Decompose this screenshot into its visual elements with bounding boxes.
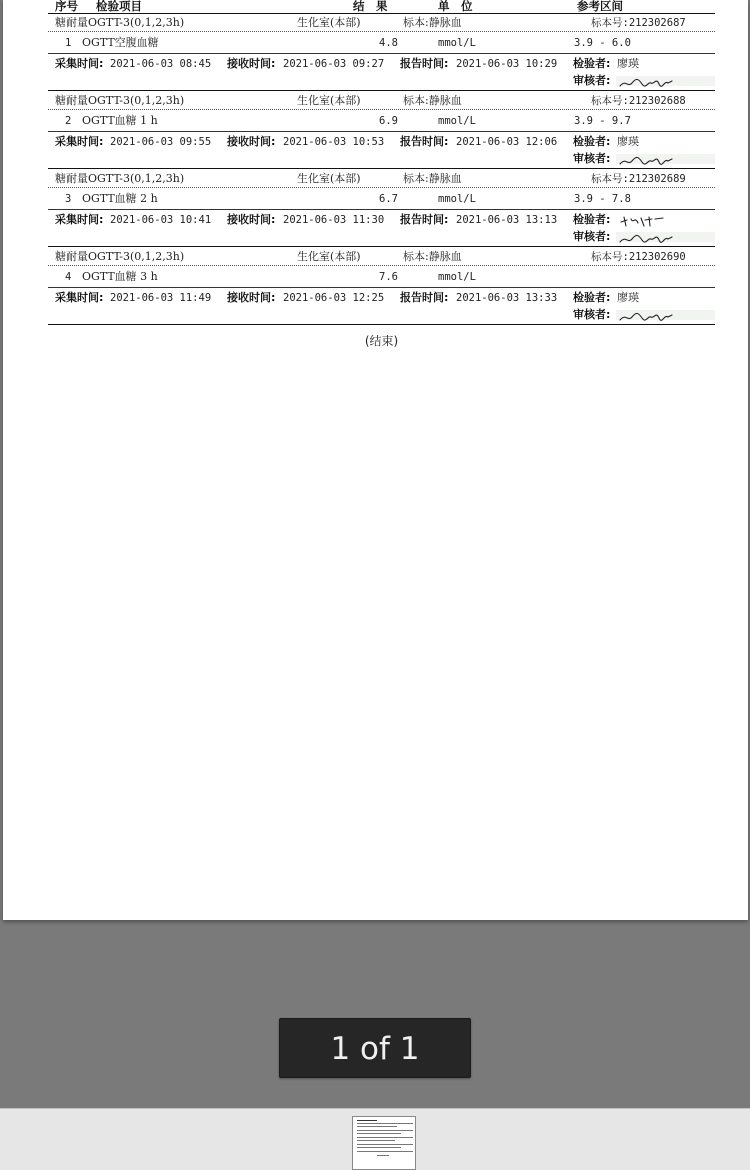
- test-name: 糖耐量OGTT-3(0,1,2,3h): [55, 172, 185, 185]
- department: 生化室(本部): [297, 94, 361, 107]
- specimen-type: 标本:静脉血: [403, 16, 462, 29]
- test-name: 糖耐量OGTT-3(0,1,2,3h): [55, 16, 185, 29]
- record-separator: [48, 90, 715, 91]
- row-unit: mmol/L: [438, 37, 476, 49]
- header-seq: 序号: [55, 0, 78, 13]
- end-marker: (结束): [364, 334, 399, 348]
- collect-time: 2021-06-03 09:55: [110, 136, 212, 148]
- header-ref: 参考区间: [577, 0, 623, 13]
- dotted-divider: [48, 109, 715, 110]
- reviewer-label: 审核者:: [573, 152, 611, 165]
- dotted-divider: [48, 265, 715, 266]
- row-seq: 2: [65, 115, 72, 127]
- row-unit: mmol/L: [438, 193, 476, 205]
- row-item-name: OGTT血糖 1 h: [82, 114, 158, 127]
- specimen-number: 标本号:212302689: [591, 173, 686, 185]
- record-separator: [48, 246, 715, 247]
- page-indicator: 1 of 1: [279, 1018, 471, 1078]
- report-time-label: 报告时间:: [400, 291, 449, 304]
- department: 生化室(本部): [297, 250, 361, 263]
- inspector-name: 廖瑛: [617, 57, 639, 70]
- row-result: 4.8: [379, 37, 398, 49]
- receive-time: 2021-06-03 09:27: [283, 58, 385, 70]
- collect-time-label: 采集时间:: [55, 135, 104, 148]
- reviewer-label: 审核者:: [573, 308, 611, 321]
- report-time: 2021-06-03 12:06: [456, 136, 558, 148]
- collect-time-label: 采集时间:: [55, 57, 104, 70]
- report-time-label: 报告时间:: [400, 57, 449, 70]
- test-name: 糖耐量OGTT-3(0,1,2,3h): [55, 94, 185, 107]
- row-ref-range: 3.9 - 6.0: [574, 37, 631, 49]
- row-ref-range: 3.9 - 7.8: [574, 193, 631, 205]
- row-divider: [48, 209, 715, 210]
- header-result: 结 果: [353, 0, 388, 13]
- row-unit: mmol/L: [438, 115, 476, 127]
- receive-time: 2021-06-03 11:30: [283, 214, 385, 226]
- specimen-number: 标本号:212302688: [591, 95, 686, 107]
- inspector-name: 廖瑛: [617, 135, 639, 148]
- inspector-label: 检验者:: [573, 135, 611, 148]
- row-result: 6.9: [379, 115, 398, 127]
- row-item-name: OGTT血糖 2 h: [82, 192, 158, 205]
- row-divider: [48, 131, 715, 132]
- record-separator: [48, 168, 715, 169]
- collect-time: 2021-06-03 08:45: [110, 58, 212, 70]
- reviewer-signature: [618, 230, 678, 244]
- report-time: 2021-06-03 13:13: [456, 214, 558, 226]
- department: 生化室(本部): [297, 172, 361, 185]
- dotted-divider: [48, 187, 715, 188]
- reviewer-signature: [618, 152, 678, 166]
- row-unit: mmol/L: [438, 271, 476, 283]
- receive-time-label: 接收时间:: [227, 291, 276, 304]
- report-time-label: 报告时间:: [400, 213, 449, 226]
- reviewer-label: 审核者:: [573, 230, 611, 243]
- collect-time: 2021-06-03 10:41: [110, 214, 212, 226]
- row-item-name: OGTT空腹血糖: [82, 36, 159, 49]
- collect-time-label: 采集时间:: [55, 213, 104, 226]
- specimen-number: 标本号:212302687: [591, 17, 686, 29]
- document-page: [3, 0, 748, 920]
- report-time-label: 报告时间:: [400, 135, 449, 148]
- collect-time: 2021-06-03 11:49: [110, 292, 212, 304]
- receive-time-label: 接收时间:: [227, 135, 276, 148]
- page-thumbnail[interactable]: [352, 1116, 416, 1170]
- receive-time-label: 接收时间:: [227, 213, 276, 226]
- receive-time: 2021-06-03 10:53: [283, 136, 385, 148]
- row-seq: 3: [65, 193, 72, 205]
- reviewer-signature: [618, 74, 678, 88]
- inspector-label: 检验者:: [573, 213, 611, 226]
- header-unit: 单 位: [438, 0, 473, 13]
- receive-time-label: 接收时间:: [227, 57, 276, 70]
- row-seq: 4: [65, 271, 72, 283]
- collect-time-label: 采集时间:: [55, 291, 104, 304]
- reviewer-label: 审核者:: [573, 74, 611, 87]
- row-divider: [48, 53, 715, 54]
- report-time: 2021-06-03 10:29: [456, 58, 558, 70]
- inspector-name: 廖瑛: [617, 291, 639, 304]
- reviewer-signature: [618, 308, 678, 322]
- specimen-type: 标本:静脉血: [403, 172, 462, 185]
- dotted-divider: [48, 31, 715, 32]
- specimen-type: 标本:静脉血: [403, 94, 462, 107]
- header-item: 检验项目: [96, 0, 142, 13]
- row-result: 6.7: [379, 193, 398, 205]
- row-ref-range: 3.9 - 9.7: [574, 115, 631, 127]
- row-item-name: OGTT血糖 3 h: [82, 270, 158, 283]
- specimen-number: 标本号:212302690: [591, 251, 686, 263]
- inspector-label: 检验者:: [573, 291, 611, 304]
- specimen-type: 标本:静脉血: [403, 250, 462, 263]
- header-rule: [48, 13, 715, 14]
- test-name: 糖耐量OGTT-3(0,1,2,3h): [55, 250, 185, 263]
- department: 生化室(本部): [297, 16, 361, 29]
- report-time: 2021-06-03 13:33: [456, 292, 558, 304]
- receive-time: 2021-06-03 12:25: [283, 292, 385, 304]
- row-divider: [48, 287, 715, 288]
- record-separator: [48, 324, 715, 325]
- inspector-signature: [619, 213, 679, 227]
- inspector-label: 检验者:: [573, 57, 611, 70]
- row-seq: 1: [65, 37, 72, 49]
- row-result: 7.6: [379, 271, 398, 283]
